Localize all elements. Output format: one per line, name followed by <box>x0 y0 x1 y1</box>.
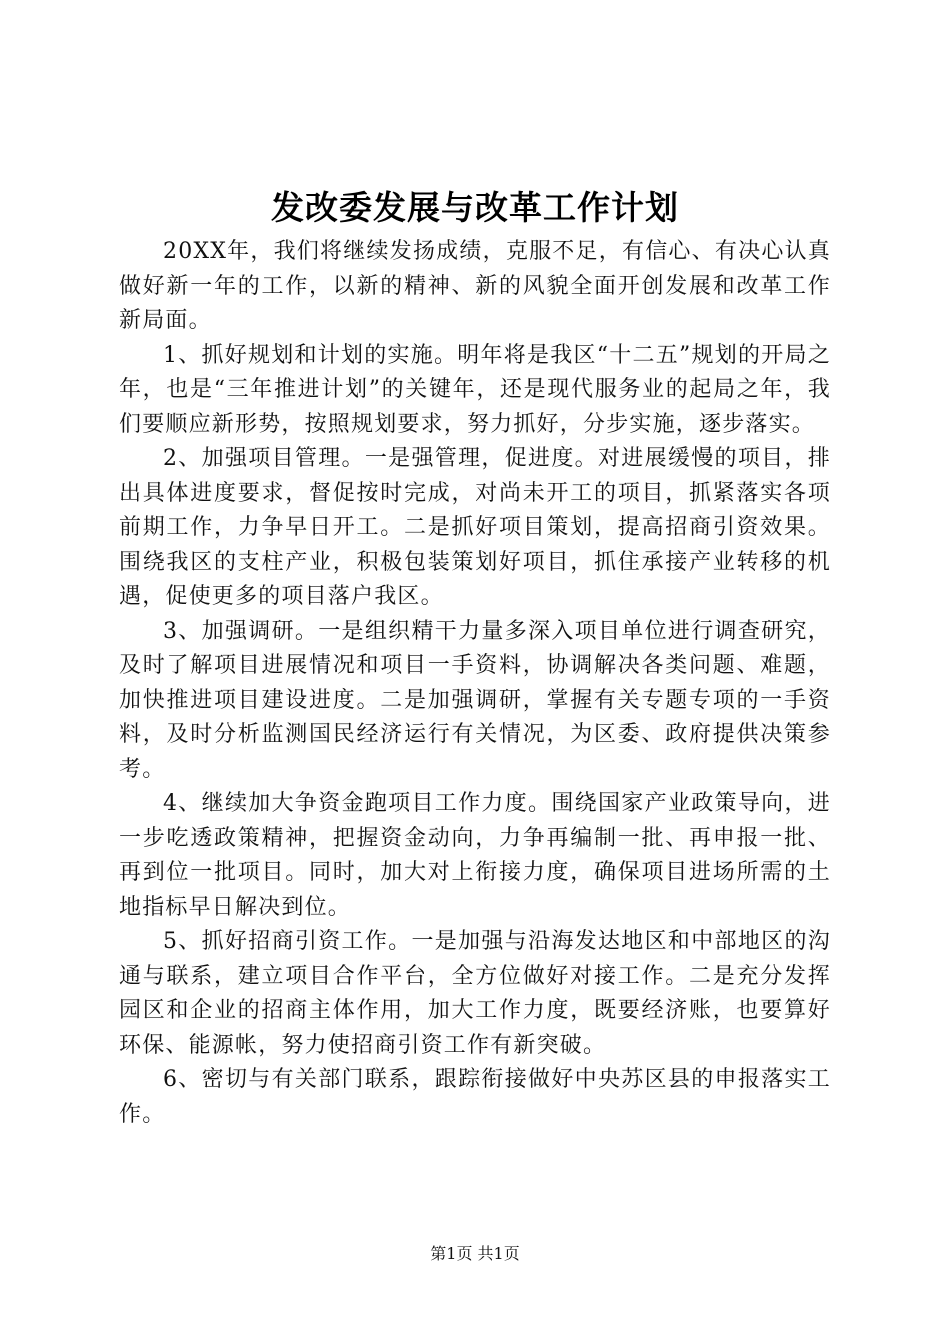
document-body <box>119 235 831 1132</box>
item-3-paragraph: 3、加强调研。一是组织精干力量多深入项目单位进行调查研究，及时了解项目进展情况和项目一手资料，协调解决各类问题、难题，加快推进项目建设进度。二是加强调研，掌握有关专题专项的一手资料，及时分析监测国民经济运行有关情况，为区委、政府提供决策参考。 <box>119 618 831 782</box>
item-1-paragraph: 1、抓好规划和计划的实施。明年将是我区“十二五”规划的开局之年，也是“三年推进计划”的关键年，还是现代服务业的起局之年，我们要顺应新形势，按照规划要求，努力抓好，分步实施，逐步落实。 <box>119 342 831 437</box>
page-number-footer: 第1页 共1页 <box>430 1244 520 1263</box>
item-5-paragraph: 5、抓好招商引资工作。一是加强与沿海发达地区和中部地区的沟通与联系，建立项目合作平台，全方位做好对接工作。二是充分发挥园区和企业的招商主体作用，加大工作力度，既要经济账，也要算好环保、能源帐，努力使招商引资工作有新突破。 <box>119 929 831 1058</box>
item-6-paragraph: 6、密切与有关部门联系，跟踪衔接做好中央苏区县的申报落实工作。 <box>119 1067 831 1127</box>
item-4-paragraph: 4、继续加大争资金跑项目工作力度。围绕国家产业政策导向，进一步吃透政策精神，把握资金动向，力争再编制一批、再申报一批、再到位一批项目。同时，加大对上衔接力度，确保项目进场所需的土地指标早日解决到位。 <box>119 791 831 920</box>
item-2-paragraph: 2、加强项目管理。一是强管理，促进度。对进展缓慢的项目，排出具体进度要求，督促按时完成，对尚未开工的项目，抓紧落实各项前期工作，力争早日开工。二是抓好项目策划，提高招商引资效果。围绕我区的支柱产业，积极包装策划好项目，抓住承接产业转移的机遇，促使更多的项目落户我区。 <box>119 446 831 609</box>
document-title: 发改委发展与改革工作计划 <box>271 188 679 227</box>
intro-paragraph: 20XX年，我们将继续发扬成绩，克服不足，有信心、有决心认真做好新一年的工作，以新的精神、新的风貌全面开创发展和改革工作新局面。 <box>119 239 831 333</box>
